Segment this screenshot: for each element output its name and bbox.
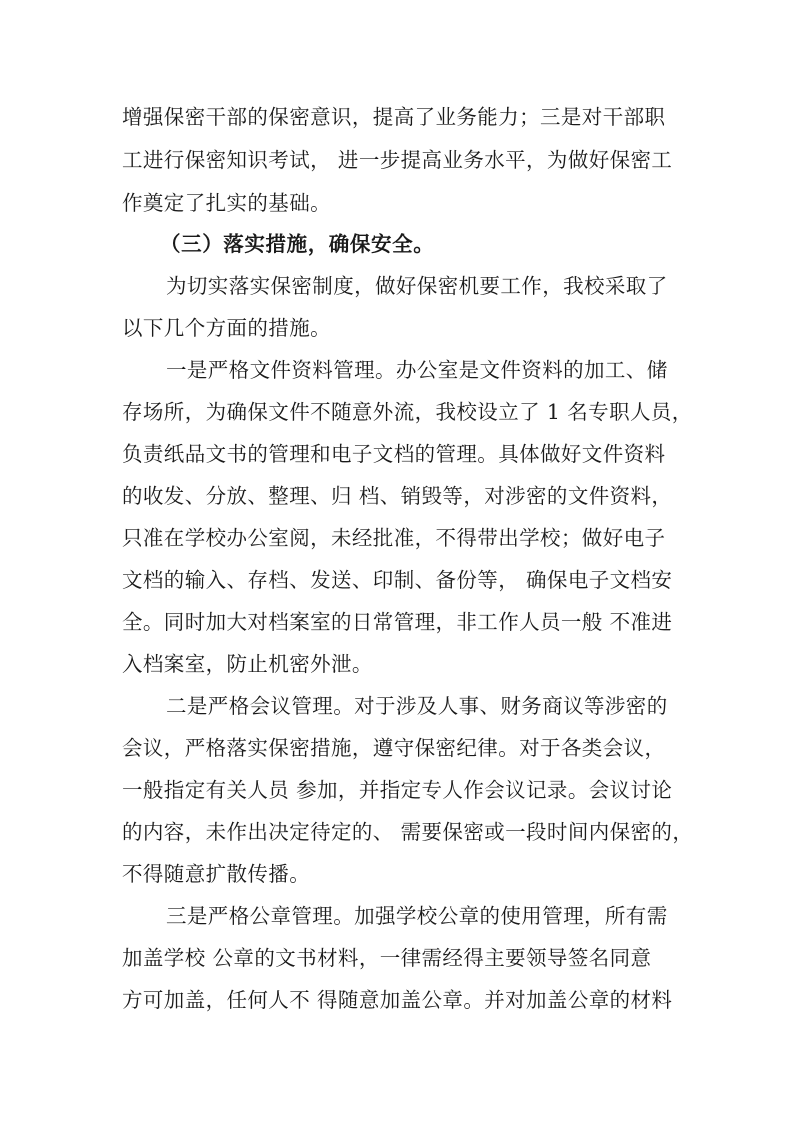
paragraph-line: 以下几个方面的措施。 <box>122 316 331 340</box>
paragraph-line: 加盖学校 公章的文书材料，一律需经得主要领导签名同意 <box>122 946 652 970</box>
paragraph-line: 方可加盖，任何人不 得随意加盖公章。并对加盖公章的材料 <box>122 988 673 1012</box>
section-heading: （三）落实措施，确保安全。 <box>160 232 435 256</box>
paragraph-line: 增强保密干部的保密意识，提高了业务能力；三是对干部职 <box>122 105 666 129</box>
paragraph-line: 的收发、分放、整理、归 档、销毁等，对涉密的文件资料， <box>122 484 673 508</box>
paragraph-line: 三是严格公章管理。加强学校公章的使用管理，所有需 <box>166 904 668 928</box>
paragraph-line: 存场所，为确保文件不随意外流，我校设立了 1 名专职人员， <box>122 400 693 424</box>
paragraph-line: 只准在学校办公室阅，未经批准，不得带出学校；做好电子 <box>122 526 666 550</box>
paragraph-line: 工进行保密知识考试， 进一步提高业务水平，为做好保密工 <box>122 148 673 172</box>
paragraph-line: 全。同时加大对档案室的日常管理，非工作人员一般 不准进 <box>122 610 673 634</box>
paragraph-line: 为切实落实保密制度，做好保密机要工作，我校采取了 <box>166 274 668 298</box>
paragraph-line: 入档案室，防止机密外泄。 <box>122 652 373 676</box>
paragraph-line: 二是严格会议管理。对于涉及人事、财务商议等涉密的 <box>166 694 668 718</box>
paragraph-line: 会议，严格落实保密措施，遵守保密纪律。对于各类会议， <box>122 736 666 760</box>
paragraph-line: 作奠定了扎实的基础。 <box>122 191 331 215</box>
paragraph-line: 的内容，未作出决定待定的、 需要保密或一段时间内保密的， <box>122 820 694 844</box>
paragraph-line: 一是严格文件资料管理。办公室是文件资料的加工、储 <box>166 358 668 382</box>
paragraph-line: 一般指定有关人员 参加，并指定专人作会议记录。会议讨论 <box>122 778 673 802</box>
paragraph-line: 不得随意扩散传播。 <box>122 862 311 886</box>
paragraph-line: 负责纸品文书的管理和电子文档的管理。具体做好文件资料 <box>122 442 666 466</box>
paragraph-line: 文档的输入、存档、发送、印制、备份等， 确保电子文档安 <box>122 568 673 592</box>
